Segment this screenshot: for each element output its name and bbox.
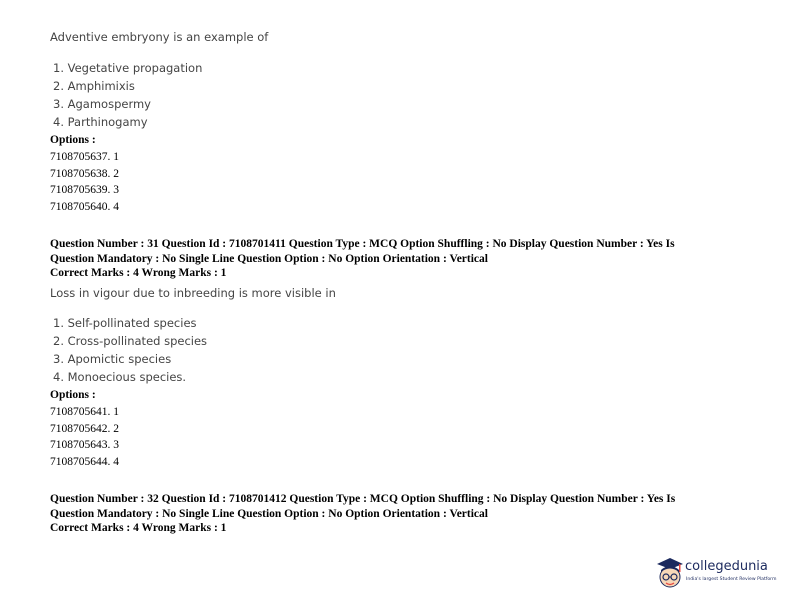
option-code: 7108705644. 4 xyxy=(50,455,119,468)
collegedunia-logo xyxy=(655,556,785,592)
options-label: Options : xyxy=(50,389,96,401)
option-list xyxy=(53,59,202,131)
question-meta-line: Question Mandatory : No Single Line Question Option : No Option Orientation : Vertical xyxy=(50,507,488,520)
option-item: 2. Amphimixis xyxy=(53,79,135,93)
option-item: 1. Vegetative propagation xyxy=(53,61,203,75)
logo-tagline: India's largest Student Review Platform xyxy=(686,577,777,582)
option-code-list xyxy=(50,149,119,215)
option-code: 7108705642. 2 xyxy=(50,422,119,435)
option-code: 7108705639. 3 xyxy=(50,184,119,197)
question-meta-line: Question Number : 31 Question Id : 7108701411 Question Type : MCQ Option Shuffling : No Display Question Number : Yes Is xyxy=(50,238,675,250)
option-code: 7108705640. 4 xyxy=(50,200,119,213)
option-list xyxy=(53,314,207,386)
option-item: 3. Apomictic species xyxy=(53,352,172,366)
question-text: Adventive embryony is an example of xyxy=(50,30,269,44)
option-item: 1. Self-pollinated species xyxy=(53,316,197,330)
option-item: 3. Agamospermy xyxy=(53,97,151,111)
marks-line: Correct Marks : 4 Wrong Marks : 1 xyxy=(50,267,227,279)
option-code-list xyxy=(50,404,119,470)
question-meta xyxy=(50,492,750,536)
option-item: 4. Monoecious species. xyxy=(53,370,187,384)
marks-line: Correct Marks : 4 Wrong Marks : 1 xyxy=(50,522,227,534)
question-meta-line: Question Number : 32 Question Id : 7108701412 Question Type : MCQ Option Shuffling : No Display Question Number : Yes Is xyxy=(50,493,676,505)
option-code: 7108705641. 1 xyxy=(50,406,119,418)
option-code: 7108705643. 3 xyxy=(50,439,119,452)
question-meta xyxy=(50,237,750,281)
option-code: 7108705637. 1 xyxy=(50,151,119,163)
mascot-icon xyxy=(655,556,685,592)
option-code: 7108705638. 2 xyxy=(50,167,119,180)
logo-brand-text: collegedunia xyxy=(685,559,768,574)
option-item: 2. Cross-pollinated species xyxy=(53,334,208,348)
options-label: Options : xyxy=(50,134,96,146)
question-text: Loss in vigour due to inbreeding is more visible in xyxy=(50,286,336,300)
option-item: 4. Parthinogamy xyxy=(53,115,148,129)
question-meta-line: Question Mandatory : No Single Line Question Option : No Option Orientation : Vertical xyxy=(50,252,488,265)
